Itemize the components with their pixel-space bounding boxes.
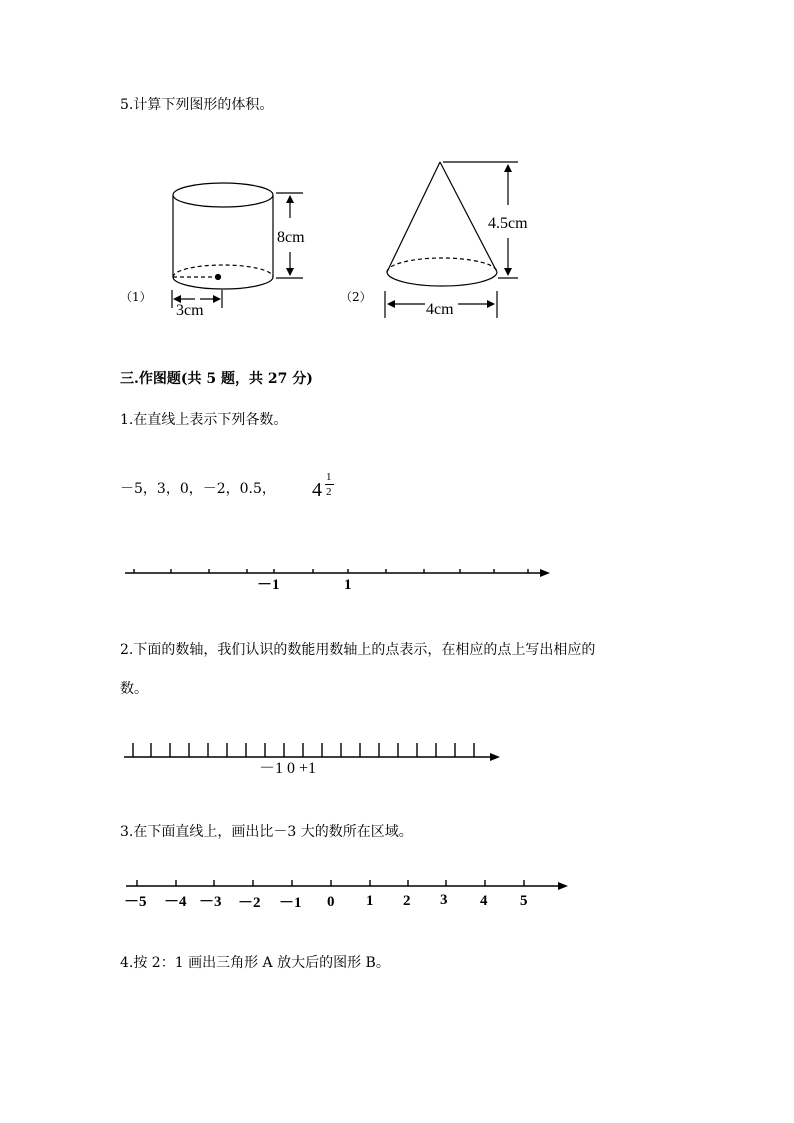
q3-axis-label: 2 bbox=[403, 893, 411, 909]
q5-text: 5.计算下列图形的体积。 bbox=[120, 97, 274, 113]
q3-axis-label: －4 bbox=[164, 894, 187, 910]
q2-axis-label: －1 0 +1 bbox=[259, 760, 317, 777]
cone-diameter-label: 4cm bbox=[426, 301, 454, 318]
q1-axis-label: －1 bbox=[257, 577, 280, 593]
number-line-1 bbox=[125, 569, 550, 577]
section-3-title: 三.作图题(共 5 题，共 27 分) bbox=[120, 371, 313, 387]
mixed-numerator: 1 bbox=[326, 471, 332, 483]
q3-text: 3.在下面直线上，画出比－3 大的数所在区域。 bbox=[120, 824, 413, 840]
q2-text-line-1: 2.下面的数轴，我们认识的数能用数轴上的点表示，在相应的点上写出相应的 bbox=[120, 642, 596, 658]
q3-axis-label: －5 bbox=[124, 894, 147, 910]
number-line-3 bbox=[126, 880, 568, 890]
q1-text: 1.在直线上表示下列各数。 bbox=[120, 412, 288, 428]
figure-1-index: （1） bbox=[120, 290, 152, 304]
q3-axis-label: －2 bbox=[238, 895, 261, 911]
q1-axis-label: 1 bbox=[344, 577, 352, 593]
q3-axis-label: －3 bbox=[199, 894, 222, 910]
q4-text: 4.按 2：1 画出三角形 A 放大后的图形 B。 bbox=[120, 955, 390, 971]
cylinder-radius-label: 3cm bbox=[176, 302, 204, 319]
q1-numbers: －5，3，0，－2，0.5， bbox=[120, 481, 276, 497]
figure-2-index: （2） bbox=[340, 290, 372, 304]
q3-axis-label: 5 bbox=[520, 893, 528, 909]
q3-axis-label: 4 bbox=[480, 893, 488, 909]
q3-axis-label: 0 bbox=[327, 894, 335, 910]
cylinder-height-label: 8cm bbox=[277, 229, 305, 246]
cone-height-label: 4.5cm bbox=[488, 215, 528, 232]
mixed-denominator: 2 bbox=[326, 486, 332, 498]
q2-text-line-2: 数。 bbox=[120, 681, 148, 697]
q3-axis-label: 1 bbox=[366, 893, 374, 909]
q3-axis-label: －1 bbox=[279, 895, 302, 911]
q3-axis-label: 3 bbox=[440, 892, 448, 908]
mixed-whole: 4 bbox=[312, 479, 322, 501]
number-line-2 bbox=[124, 743, 500, 761]
